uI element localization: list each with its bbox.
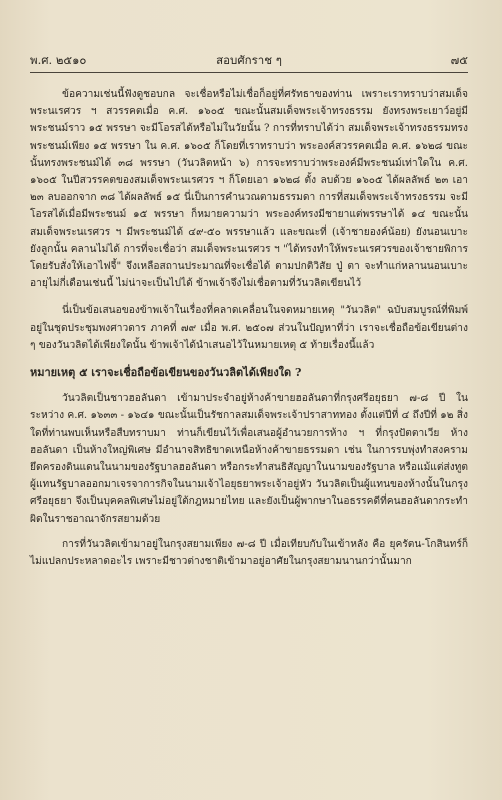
paragraph: ข้อความเช่นนี้ฟังดูชอบกล จะเชื่อหรือไม่เชื่อก็อยู่ที่ศรัทธาของท่าน เพราะเราทราบว่าสมเด็จพระนเรศวร ฯ สวรรคตเมื่อ ค.ศ. ๑๖๐๕ ขณะนั้นสมเด็จพระเจ้าทรงธรรม ยังทรงพระเยาว์อยู่มีพระชนม์ราว ๑๕ พรรษา จะมีโอรสได้หรือไม่ในวัยนั้น ? การที่ทราบได้ว่า สมเด็จพระเจ้าทรงธรรมทรงพระชนม์เพียง ๑๕ พรรษา ใน ค.ศ. ๑๖๐๕ ก็โดยที่เราทราบว่า พระองค์สวรรคตเมื่อ ค.ศ. ๑๖๒๘ ขณะนั้นทรงพระชนม์ได้ ๓๘ พรรษา (วันวลิตหน้า ๖) การจะทราบว่าพระองค์มีพระชนม์เท่าใดใน ค.ศ. ๑๖๐๕ ในปีสวรรคตของสมเด็จพระนเรศวร ฯ ก็โดยเอา ๑๖๒๘ ตั้ง ลบด้วย ๑๖๐๕ ได้ผลลัพธ์ ๒๓ เอา ๒๓ ลบออกจาก ๓๘ ได้ผลลัพธ์ ๑๕ นี่เป็นการคำนวณตามธรรมดา การที่สมเด็จพระเจ้าทรงธรรม จะมีโอรสได้เมื่อมีพระชนม์ ๑๕ พรรษา ก็หมายความว่า พระองค์ทรงมีชายาแต่พรรษาได้ ๑๔ ขณะนั้นสมเด็จพระนเรศวร ฯ มีพระชนม์ได้ ๔๙-๕๐ พรรษาแล้ว และขณะที่ (เจ้าชายองค์น้อย) ยังนอนเบาะ ยังลูกนั้น คลานไม่ได้ การที่จะเชื่อว่า สมเด็จพระนเรศวร ฯ "ได้ทรงทำให้พระนเรศวรของเจ้าชายพิการ โดยรับสั่งให้เอาไฟจี้" จึงเหลือสถานประมาณที่จะเชื่อได้ ตามปกติวิสัย ปู่ ตา จะทำแก่หลานนอนเบาะอายุไม่กี่เดือนเช่นนี้ ไม่น่าจะเป็นไปได้ ข้าพเจ้าจึงไม่เชื่อตามที่วันวลิตเขียนไว้ bbox=[30, 89, 468, 290]
header-divider bbox=[30, 72, 468, 73]
page-body bbox=[30, 86, 468, 780]
header-year: พ.ศ. ๒๕๑๐ bbox=[30, 53, 87, 67]
page-number: ๗๕ bbox=[450, 53, 468, 67]
header-title: สอบศักราช ๆ bbox=[216, 53, 282, 67]
paragraph: นี่เป็นข้อเสนอของข้าพเจ้าในเรื่องที่คลาดเคลื่อนในจดหมายเหตุ "วันวลิต" ฉบับสมบูรณ์ที่พิมพ์อยู่ในชุดประชุมพงศาวดาร ภาคที่ ๗๙ เมื่อ พ.ศ. ๒๕๐๗ ส่วนในปัญหาที่ว่า เราจะเชื่อถือข้อเขียนต่าง ๆ ของวันวลิตได้เพียงใดนั้น ข้าพเจ้าได้นำเสนอไว้ในหมายเหตุ ๕ ท้ายเรื่องนี้แล้ว bbox=[30, 305, 468, 351]
section-heading: หมายเหตุ ๕ เราจะเชื่อถือข้อเขียนของวันวลิตได้เพียงใด ? bbox=[30, 366, 302, 380]
paragraph: การที่วันวลิตเข้ามาอยู่ในกรุงสยามเพียง ๗-๘ ปี เมื่อเทียบกับในเข้าหลัง คือ ยุครัตน-โกสินทร์ก็ไม่แปลกประหลาดอะไร เพราะมีชาวต่างชาติเข้ามาอยู่อาศัยในกรุงสยามนานกว่านั้นมาก bbox=[30, 538, 468, 568]
paragraph: วันวลิตเป็นชาวฮอลันดา เข้ามาประจำอยู่ห้างค้าขายฮอลันดาที่กรุงศรีอยุธยา ๗-๘ ปี ในระหว่าง ค.ศ. ๑๖๓๓ - ๑๖๔๑ ขณะนั้นเป็นรัชกาลสมเด็จพระเจ้าปราสาททอง ตั้งแต่ปีที่ ๔ ถึงปีที่ ๑๒ สิ่งใดที่ท่านพบเห็นหรือสืบทราบมา ท่านก็เขียนไว้เพื่อเสนอผู้อำนวยการห้าง ฯ ที่กรุงปัตตาเวีย ห้างฮอลันดา เป็นห้างใหญ่พิเศษ มีอำนาจสิทธิขาดเหนือห้างค้าขายธรรมดา เช่น ในการรบพุ่งทำสงครามยึดครองดินแดนในนามของรัฐบาลฮอลันดา หรือกระทำสนธิสัญญาในนามของรัฐบาล หรือแม้แต่ส่งทูตผู้แทนรัฐบาลออกมาเจรจาการกิจในนามเจ้าไอยุธยาพระเจ้าอยู่หัว วันวลิตเป็นผู้แทนของห้างนั้นในกรุงศรีอยุธยา จึงเป็นบุคคลพิเศษไม่อยู่ใต้กฎหมายไทย และยังเป็นผู้พากษาในอธรรคดีที่คนฮอลันดากระทำผิดในราชอาณาจักรสยามด้วย bbox=[30, 393, 468, 525]
page-header bbox=[30, 52, 468, 72]
